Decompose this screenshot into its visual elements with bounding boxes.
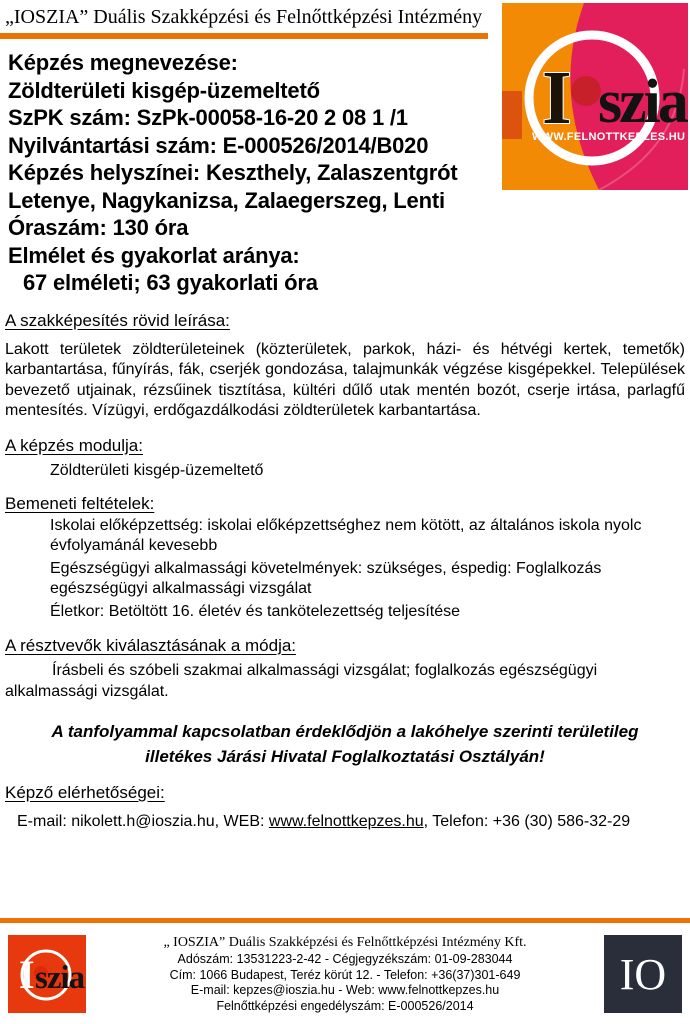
footer-logo-letter-i: I — [19, 952, 35, 997]
footer-address-phone: Cím: 1066 Budapest, Teréz körút 12. - Telefon: +36(37)301-649 — [169, 967, 521, 982]
section-short-description — [3, 311, 687, 422]
logo-letters-szia: szia — [598, 68, 686, 136]
course-locations-2: Letenye, Nagykanizsa, Zalaegerszeg, Lenti — [8, 187, 445, 213]
short-description-heading: A szakképesítés rövid leírása: — [5, 310, 230, 330]
entry-requirement-item: Iskolai előképzettség: iskolai előképzettséghez nem kötött, az általános iskola nyolc évfolyamánál kevesebb — [50, 516, 642, 554]
footer-logo-right — [604, 935, 682, 1013]
szpk-number: SzPK szám: SzPk-00058-16-20 2 08 1 /1 — [8, 105, 408, 130]
footer-logo-io-text: IO — [619, 949, 667, 999]
institution-header-title: „IOSZIA” Duális Szakképzési és Felnőttképzési Intézmény — [5, 6, 483, 28]
contact-heading: Képző elérhetőségei: — [5, 783, 165, 802]
footer-logo-letters-szia: szia — [35, 960, 85, 996]
course-name-label: Képzés megnevezése: — [8, 50, 238, 75]
theory-practice-label: Elmélet és gyakorlat aránya: — [8, 242, 300, 268]
contact-phone: , Telefon: +36 (30) 586-32-29 — [423, 813, 631, 830]
footer-licence-number: Felnőttképzési engedélyszám: E-000526/2014 — [216, 998, 474, 1013]
section-entry-requirements — [3, 494, 687, 623]
entry-requirements-heading: Bemeneti feltételek: — [5, 493, 155, 513]
short-description-body: Lakott területek zöldterületeinek (közterületek, parkok, házi- és hétvégi kertek, temetők) karbantartása, fűnyírás, fák, cserjék gondozása, talajmunkák végzése kisgépekkel. Települések bevezető utjainak, rézsűinek tisztítása, kültéri dűlő utak mentén bozót, cserje irtása, parlagfű mentesítés. Vízügyi, erdőgazdálkodási zöldterületek karbantartása. — [5, 340, 685, 419]
course-name: Zöldterületi kisgép-üzemeltető — [8, 77, 320, 103]
contact-email: E-mail: nikolett.h@ioszia.hu, WEB: — [17, 813, 269, 830]
logo-dot-icon — [571, 76, 601, 106]
entry-requirement-item: Életkor: Betöltött 16. életév és tankötelezettség teljesítése — [50, 602, 461, 620]
registration-number: Nyilvántartási szám: E-000526/2014/B020 — [8, 132, 429, 158]
contact-line — [17, 813, 687, 831]
module-name: Zöldterületi kisgép-üzemeltető — [50, 461, 264, 479]
section-module — [3, 436, 687, 480]
ioszia-logo — [502, 3, 688, 190]
district-office-notice: A tanfolyammal kapcsolatban érdeklődjön a lakóhelye szerinti területileg illetékes Járási Hivatal Foglalkoztatási Osztályán! — [51, 722, 639, 766]
footer-tax-number: Adószám: 13531223-2-42 - Cégjegyzékszám: 01-09-283044 — [177, 952, 513, 966]
selection-body: Írásbeli és szóbeli szakmai alkalmassági vizsgálat; foglalkozás egészségügyi alkalmassági vizsgálat. — [5, 662, 598, 700]
theory-practice-ratio: 67 elméleti; 63 gyakorlati óra — [23, 270, 318, 295]
footer-company-name: „ IOSZIA” Duális Szakképzési és Felnőttképzési Intézmény Kft. — [163, 935, 527, 950]
footer-company-info — [86, 934, 604, 1014]
logo-letter-i: I — [542, 56, 572, 140]
module-heading: A képzés modulja: — [5, 435, 143, 455]
footer — [0, 918, 690, 1024]
footer-email-web: E-mail: kepzes@ioszia.hu - Web: www.felnottkepzes.hu — [190, 983, 500, 997]
logo-url: WWW.FELNOTTKEPZES.HU — [532, 131, 686, 143]
footer-row — [0, 923, 690, 1024]
selection-heading: A résztvevők kiválasztásának a módja: — [5, 636, 297, 655]
ioszia-logo-mark — [502, 3, 688, 190]
section-selection — [3, 636, 687, 702]
course-hours: Óraszám: 130 óra — [8, 215, 189, 240]
contact-web-link[interactable]: www.felnottkepzes.hu — [268, 813, 424, 830]
section-contact — [3, 783, 687, 831]
course-locations-1: Képzés helyszínei: Keszthely, Zalaszentgrót — [8, 160, 458, 185]
entry-requirement-item: Egészségügyi alkalmassági követelmények: szükséges, éspedig: Foglalkozás egészségügyi alkalmassági vizsgálat — [50, 559, 602, 597]
footer-logo-left — [8, 935, 86, 1013]
